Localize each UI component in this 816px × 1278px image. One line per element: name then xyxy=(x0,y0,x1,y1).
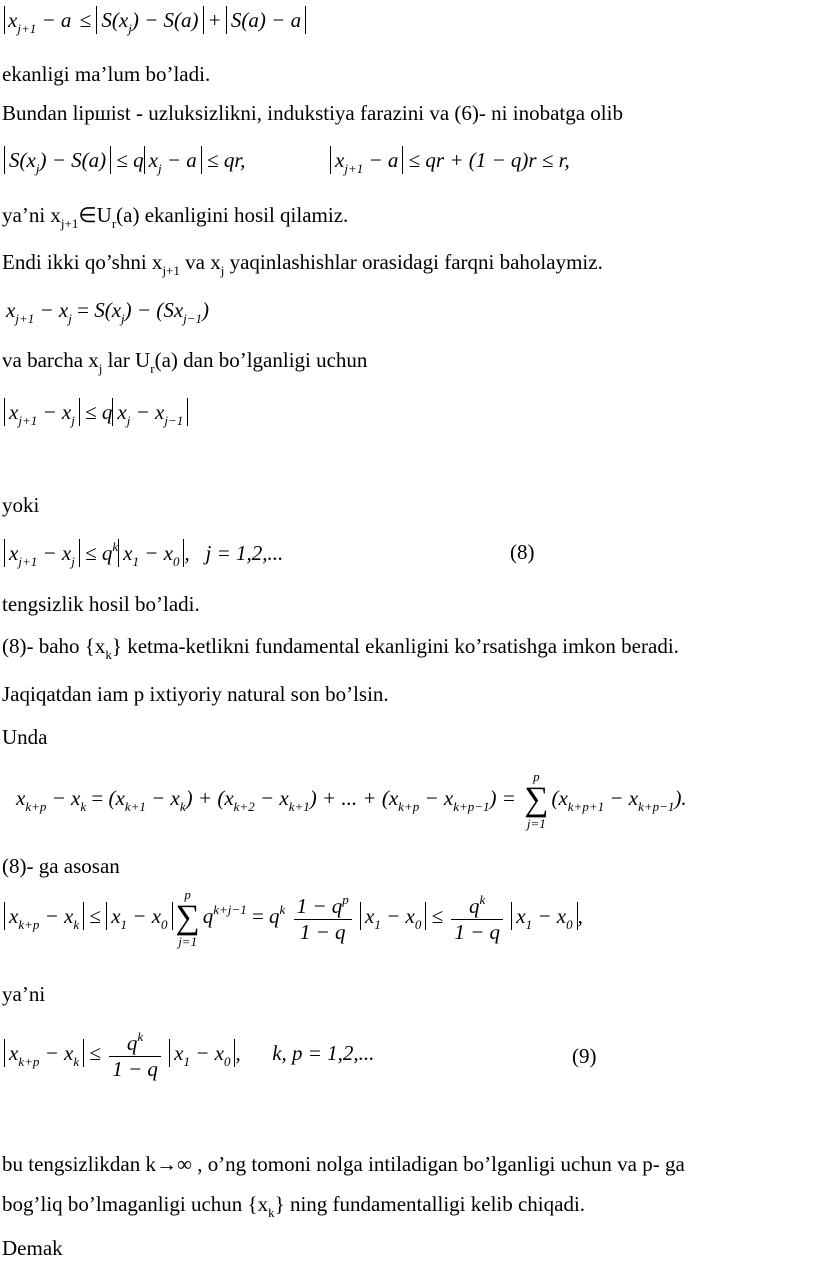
text-line-4: Endi ikki qo’shni $x_{j+1}$ va $x_j$ yaqinlashishlar orasidagi farqni baholaymiz. xyxy=(2,250,603,278)
text-line-9: Jaqiqatdan iam p ixtiyoriy natural son bo’lsin. xyxy=(2,682,389,706)
text-line-7: tengsizlik hosil bo’ladi. xyxy=(2,592,200,616)
equation-7: $x_{k+p} - x_k \le x_1 - x_0$ p ∑ j=1 $q^{k+j-1} = q^k$ $\frac{1 - q^p}{1 - q}$ $x_1 - x_0$ ≤ $\frac{q^k}{1 - q}$ $x_1 - x_0$ , xyxy=(4,888,583,948)
text-line-5: va barcha $x_j$ lar $U_r(a)$ dan bo’lganligi uchun xyxy=(2,348,368,376)
text-line-1: ekanligi ma’lum bo’ladi. xyxy=(2,62,211,86)
text-line-8: (8)- baho $\{x_k\}$ ketma-ketlikni fundamental ekanligini ko’rsatishga imkon beradi. xyxy=(2,634,679,662)
equation-3: $x_{j+1} - x_j = S(x_j) - (Sx_{j-1})$ xyxy=(6,298,210,326)
equation-2: $S(x_j) - S(a) \le q$ $x_j - a$ ≤ qr, xyxy=(4,150,245,175)
text-line-11: (8)- ga asosan xyxy=(2,854,120,878)
text-line-14: bog’liq bo’lmaganligi uchun $\{x_k\}$ ning fundamentalligi kelib chiqadi. xyxy=(2,1192,586,1220)
text-line-6: yoki xyxy=(2,493,40,517)
equation-2b: $x_{j+1} - a$ ≤ qr + (1 − q)r ≤ r, xyxy=(330,150,570,175)
equation-8: $x_{k+p} - x_k$ ≤ $\frac{q^k}{1 - q}$ $x_1 - x_0$ , k, p = 1,2,... xyxy=(4,1030,374,1080)
text-line-10: Unda xyxy=(2,725,48,749)
equation-number-9: (9) xyxy=(572,1044,597,1068)
text-line-13: bu tengsizlikdan k→∞ , o’ng tomoni nolga intiladigan bo’lganligi uchun va p- ga xyxy=(2,1152,685,1176)
equation-1: $x_{j+1} - a \le S(x_j) - S(a) + S(a) - a$ xyxy=(4,10,306,35)
text-line-3: ya’ni $x_{j+1}\in U_r(a)$ ekanligini hosil qilamiz. xyxy=(2,203,349,231)
text-line-12: ya’ni xyxy=(2,982,46,1006)
equation-5: $x_{j+1} - x_j \le q^k$ $x_1 - x_0$ , j = 1,2,... xyxy=(4,540,283,568)
equation-number-8: (8) xyxy=(510,540,535,564)
text-line-2: Bundan lipшist - uzluksizlikni, indukstiya farazini va (6)- ni inobatga olib xyxy=(2,101,623,125)
equation-6: $x_{k+p} - x_k = (x_{k+1} - x_k) + (x_{k+2} - x_{k+1})$ + ... + $(x_{k+p} - x_{k+p-1})$ = p ∑ j=1 $(x_{k+p+1} - x_{k+p-1})$. xyxy=(16,769,687,831)
equation-4: $x_{j+1} - x_j \le q$ $x_j - x_{j-1}$ xyxy=(4,402,188,427)
text-line-15: Demak xyxy=(2,1236,63,1260)
